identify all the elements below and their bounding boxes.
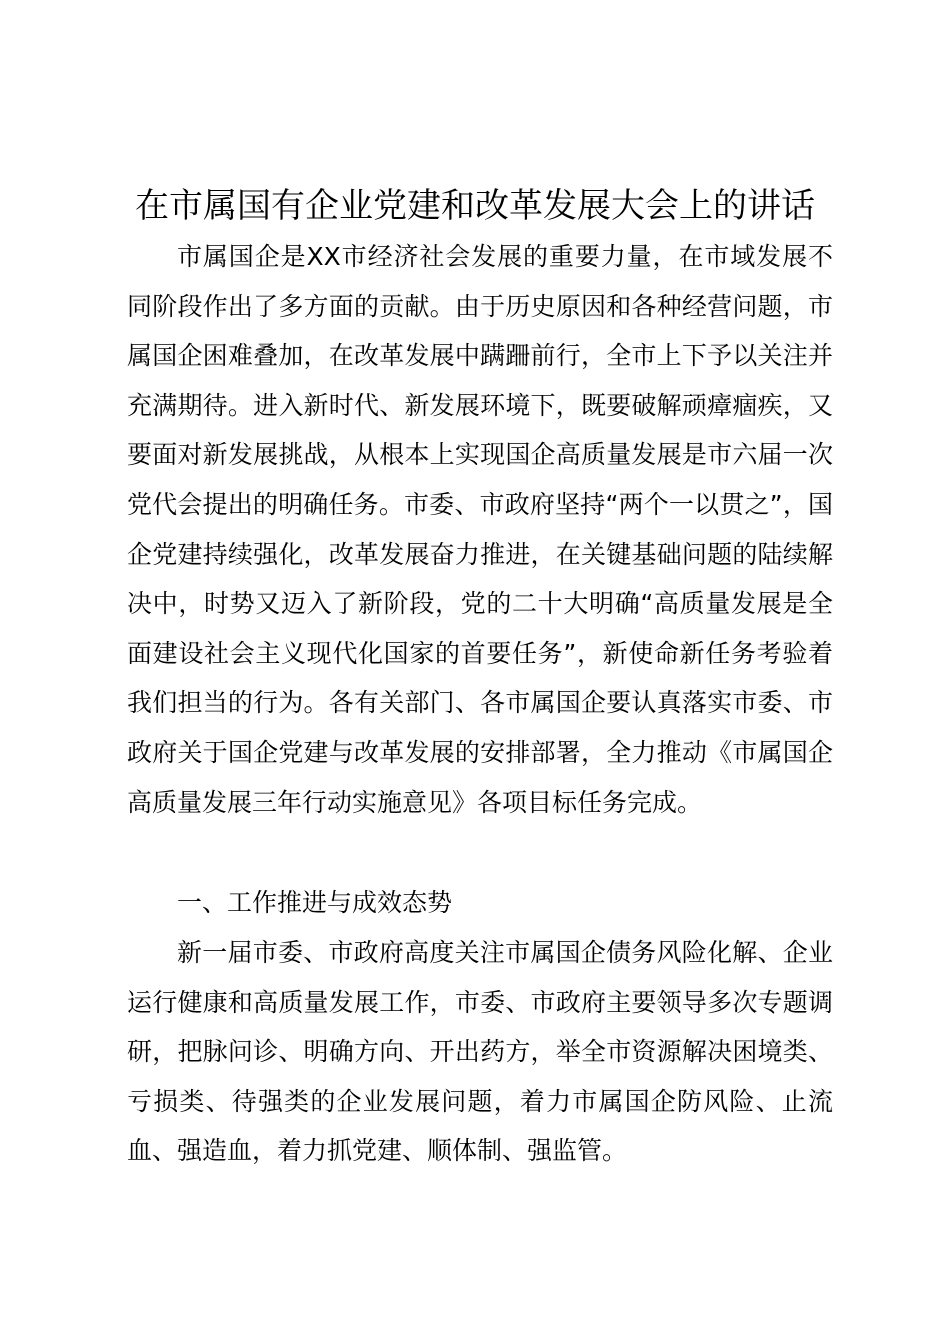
body-paragraph: 新一届市委、市政府高度关注市属国企债务风险化解、企业运行健康和高质量发展工作，市委、市政府主要领导多次专题调研，把脉问诊、明确方向、开出药方，举全市资源解决困境类、亏损类、待强类的企业发展问题，着力市属国企防风险、止流血、强造血，着力抓党建、顺体制、强监管。: [127, 938, 833, 1166]
body-paragraph: 市属国企是XX市经济社会发展的重要力量，在市域发展不同阶段作出了多方面的贡献。由于历史原因和各种经营问题，市属国企困难叠加，在改革发展中蹒跚前行，全市上下予以关注并充满期待。进入新时代、新发展环境下，既要破解顽瘴痼疾，又要面对新发展挑战，从根本上实现国企高质量发展是市六届一次党代会提出的明确任务。市委、市政府坚持“两个一以贯之”，国企党建持续强化，改革发展奋力推进，在关键基础问题的陆续解决中，时势又迈入了新阶段，党的二十大明确“高质量发展是全面建设社会主义现代化国家的首要任务”，新使命新任务考验着我们担当的行为。各有关部门、各市属国企要认真落实市委、市政府关于国企党建与改革发展的安排部署，全力推动《市属国企高质量发展三年行动实施意见》各项目标任务完成。: [127, 242, 833, 817]
section-heading: 一、工作推进与成效态势: [177, 888, 453, 917]
document-title: 在市属国有企业党建和改革发展大会上的讲话: [135, 186, 815, 226]
